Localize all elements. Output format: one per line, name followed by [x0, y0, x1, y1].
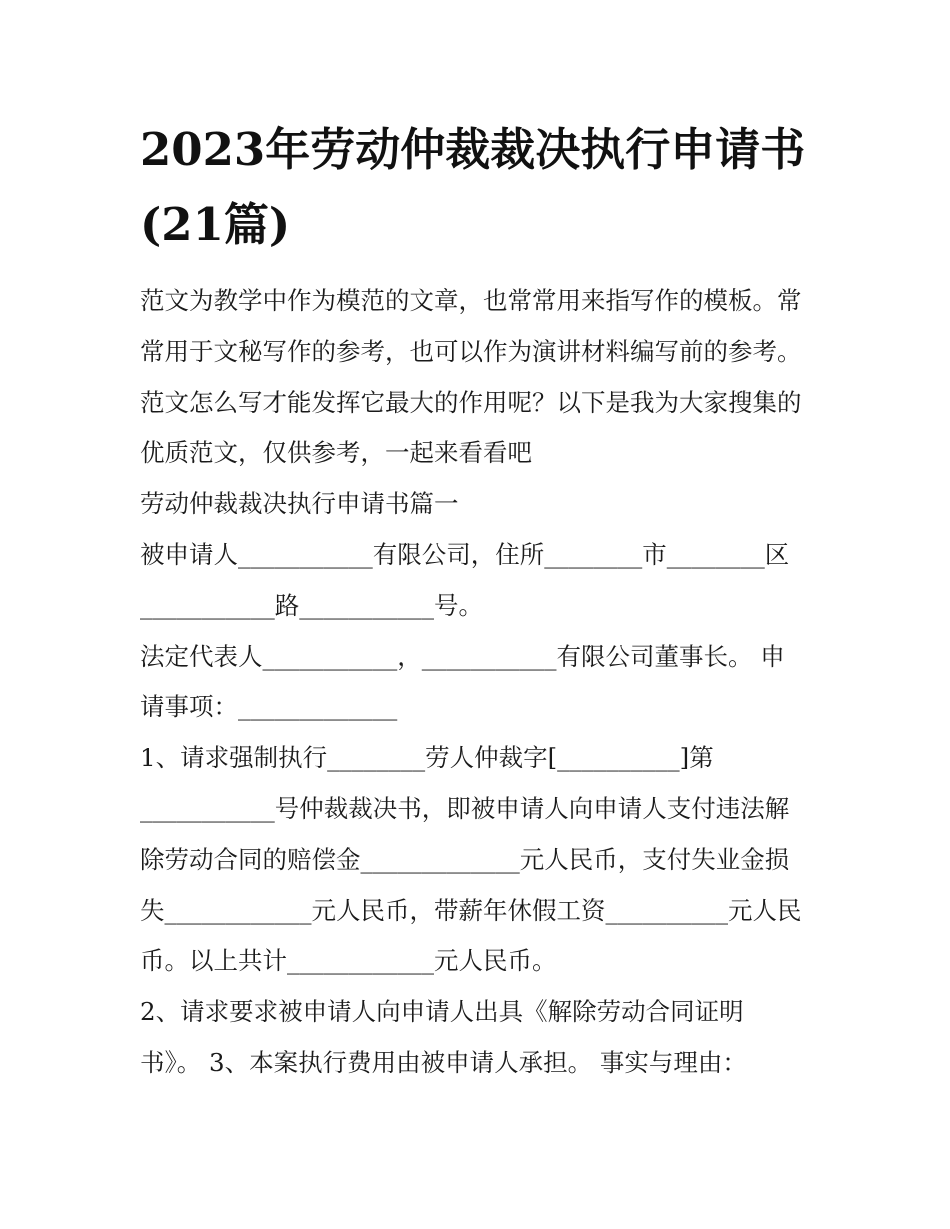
legal-rep-line-2: 请事项：_____________: [140, 692, 398, 722]
item1-line-3: 除劳动合同的赔偿金_____________元人民币，支付失业金损: [140, 844, 790, 874]
item1-line-1: 1、请求强制执行________劳人仲裁字[__________]第: [140, 743, 714, 773]
request-item-2: [140, 987, 820, 1089]
legal-rep-line-1: 法定代表人___________，___________有限公司董事长。 申: [140, 641, 785, 671]
section-heading: 劳动仲裁裁决执行申请书篇一: [140, 489, 459, 519]
intro-paragraph: 范文为教学中作为模范的文章，也常常用来指写作的模板。常常用于文秘写作的参考，也可以作为演讲材料编写前的参考。范文怎么写才能发挥它最大的作用呢？以下是我为大家搜集的优质范文，仅供参考，一起来看看吧: [140, 286, 802, 468]
respondent-line-2: ___________路___________号。: [140, 590, 483, 620]
request-item-1: [140, 733, 820, 987]
document-body: [140, 276, 820, 1089]
item2-line-1: 2、请求要求被申请人向申请人出具《解除劳动合同证明: [140, 997, 744, 1027]
respondent-paragraph: [140, 530, 820, 632]
item1-line-5: 币。以上共计____________元人民币。: [140, 946, 557, 976]
respondent-line-1: 被申请人___________有限公司，住所________市________区: [140, 539, 790, 569]
item1-line-2: ___________号仲裁裁决书，即被申请人向申请人支付违法解: [140, 793, 790, 823]
document-title: 2023年劳动仲裁裁决执行申请书(21篇): [140, 123, 806, 251]
item1-line-4: 失____________元人民币，带薪年休假工资__________元人民: [140, 895, 802, 925]
item2-line-2: 书》。 3、本案执行费用由被申请人承担。 事实与理由：: [140, 1047, 747, 1077]
legal-representative-paragraph: [140, 632, 820, 734]
